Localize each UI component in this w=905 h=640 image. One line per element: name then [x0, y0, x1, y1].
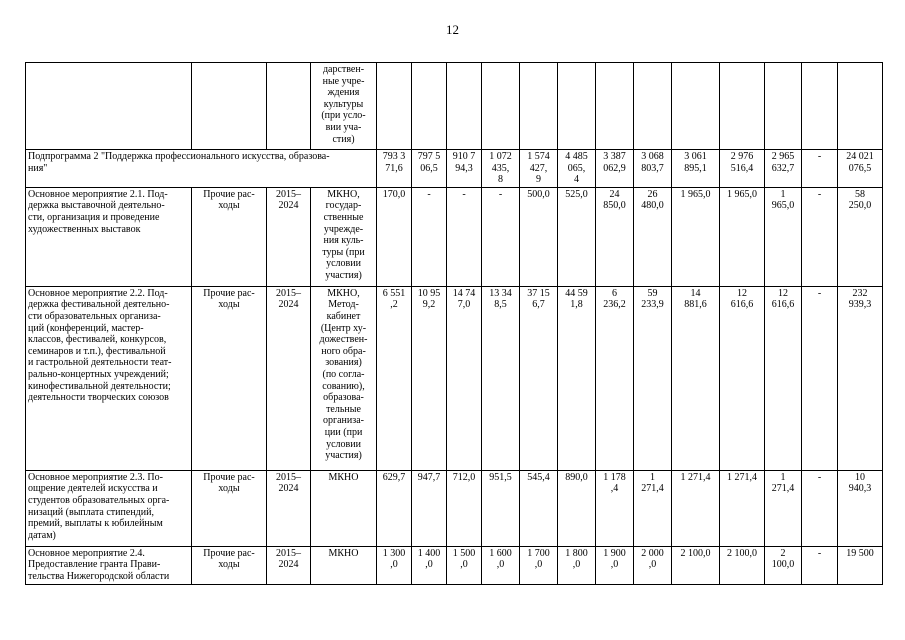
cell-line: сти, организация и проведение	[28, 211, 160, 223]
cell-line: низаций (выплата стипендий,	[28, 506, 154, 518]
cell-line: Основное мероприятие 2.4.	[28, 547, 145, 559]
cell-line: ,0	[460, 559, 468, 571]
value-cell	[520, 546, 558, 584]
value-cell	[377, 470, 412, 546]
cell-line: условии	[326, 258, 361, 270]
cell-line: 797 5	[417, 151, 441, 162]
period-cell	[267, 286, 311, 470]
value-cell	[672, 286, 720, 470]
cell-line: 8,5	[494, 299, 507, 311]
cell-line: 803,7	[641, 162, 664, 174]
executor-cell	[311, 546, 377, 584]
cell-line: 890,0	[565, 471, 588, 483]
measure-name-cell	[26, 63, 192, 150]
expense-type-cell	[192, 187, 267, 286]
value-cell	[377, 150, 412, 188]
value-cell	[596, 63, 634, 150]
cell-line: МКНО	[328, 547, 359, 559]
cell-line: держка фестивальной деятельно-	[28, 299, 170, 311]
cell-line: организа-	[323, 415, 364, 427]
cell-line: Прочие рас-	[203, 287, 255, 299]
cell-line: 076,5	[848, 162, 872, 174]
value-cell	[802, 546, 838, 584]
cell-line: 170,0	[382, 188, 406, 200]
cell-line: государ-	[325, 200, 362, 212]
value-cell	[596, 187, 634, 286]
cell-line: 1 965,0	[680, 188, 711, 200]
cell-line: 632,7	[771, 162, 795, 174]
value-cell	[520, 470, 558, 546]
cell-line: -	[427, 188, 431, 200]
cell-line: МКНО	[328, 471, 359, 483]
cell-line: 10 95	[417, 287, 441, 299]
cell-line: 100,0	[771, 559, 795, 571]
cell-line: -	[817, 287, 822, 299]
cell-line: 1 900	[603, 547, 626, 559]
cell-line: тельства Нижегородской области	[28, 570, 170, 582]
measure-name-cell	[26, 286, 192, 470]
cell-line: 250,0	[848, 200, 872, 212]
value-cell	[447, 470, 482, 546]
value-cell	[558, 286, 596, 470]
cell-line: ждения	[327, 87, 360, 99]
cell-line: ции (при	[324, 426, 363, 438]
value-cell	[672, 546, 720, 584]
cell-line: -	[817, 471, 822, 483]
value-cell	[765, 150, 802, 188]
value-cell	[447, 63, 482, 150]
value-cell	[765, 546, 802, 584]
cell-line: -	[817, 188, 822, 200]
value-cell	[558, 187, 596, 286]
value-cell	[765, 187, 802, 286]
cell-line: кабинет	[326, 310, 361, 322]
subprogram-row	[26, 150, 883, 188]
period-cell	[267, 546, 311, 584]
cell-line: 516,4	[730, 162, 754, 174]
cell-line: и гастрольной деятельности теат-	[28, 357, 172, 369]
cell-line: Подпрограмма 2 "Поддержка профессионального искусства, образова-	[28, 151, 330, 162]
period-cell	[267, 470, 311, 546]
value-cell	[412, 546, 447, 584]
cell-line: 14 74	[452, 287, 476, 299]
cell-line: 94,3	[455, 162, 473, 174]
cell-line: учрежде-	[323, 223, 364, 235]
period-cell	[267, 63, 311, 150]
value-cell	[672, 470, 720, 546]
cell-line: ,0	[648, 559, 657, 571]
value-cell	[520, 63, 558, 150]
value-cell	[720, 150, 765, 188]
value-cell	[412, 470, 447, 546]
cell-line: ния куль-	[323, 235, 364, 247]
cell-line: 1 574	[527, 151, 550, 162]
cell-line: 9	[536, 174, 541, 186]
cell-line: 2024	[278, 483, 299, 495]
cell-line: 2 000	[641, 547, 664, 559]
cell-line: 10	[855, 471, 865, 483]
cell-line: Основное мероприятие 2.3. По-	[28, 471, 163, 483]
value-cell	[802, 470, 838, 546]
cell-line: ходы	[218, 299, 240, 311]
cell-line: 2	[780, 547, 786, 559]
cell-line: 2015–	[276, 287, 301, 299]
cell-line: 1 800	[565, 547, 588, 559]
value-cell	[482, 470, 520, 546]
cell-line: сти образовательных организа-	[28, 310, 161, 322]
cell-line: -	[498, 188, 503, 200]
cell-line: ния"	[28, 162, 48, 174]
cell-line: 59	[647, 287, 658, 299]
cell-line: ходы	[218, 559, 240, 571]
cell-line: ходы	[218, 483, 240, 495]
cell-line: 6 551	[382, 287, 406, 299]
cell-line: 525,0	[565, 188, 588, 200]
cell-line: 1	[650, 471, 655, 483]
cell-line: 26	[647, 188, 658, 200]
cell-line: 13 34	[489, 287, 512, 299]
cell-line: ощрение деятелей искусства и	[28, 483, 158, 495]
cell-line: Прочие рас-	[203, 471, 255, 483]
value-cell	[838, 286, 883, 470]
cell-line: 850,0	[603, 200, 626, 212]
value-cell	[634, 150, 672, 188]
value-cell	[802, 187, 838, 286]
value-cell	[482, 546, 520, 584]
cell-line: 1 700	[527, 547, 550, 559]
cell-line: 545,4	[527, 471, 550, 483]
cell-line: вии уча-	[325, 121, 362, 133]
executor-cell	[311, 470, 377, 546]
value-cell	[720, 286, 765, 470]
executor-cell	[311, 286, 377, 470]
cell-line: 1 500	[452, 547, 476, 559]
value-cell	[596, 286, 634, 470]
cell-line: 1	[780, 471, 786, 483]
cell-line: 24	[609, 188, 620, 200]
cell-line: 2015–	[276, 471, 301, 483]
cell-line: премий, выплаты к юбилейным	[28, 518, 163, 530]
cell-line: ,0	[425, 559, 433, 571]
cell-line: зования)	[325, 357, 362, 369]
value-cell	[377, 63, 412, 150]
cell-line: 2 100,0	[680, 547, 711, 559]
cell-line: 8	[498, 174, 503, 186]
measure-name-cell	[26, 470, 192, 546]
value-cell	[672, 63, 720, 150]
cell-line: 435,	[491, 162, 510, 174]
cell-line: 2015–	[276, 547, 301, 559]
cell-line: 12	[737, 287, 747, 299]
value-cell	[838, 150, 883, 188]
value-cell	[447, 286, 482, 470]
value-cell	[720, 187, 765, 286]
cell-line: 271,4	[641, 483, 664, 495]
cell-line: ,4	[610, 483, 619, 495]
cell-line: 427,	[529, 162, 548, 174]
cell-line: 4 485	[565, 151, 588, 162]
cell-line: 44 59	[565, 287, 588, 299]
cell-line: 1	[780, 188, 786, 200]
cell-line: студентов образовательных орга-	[28, 494, 170, 506]
value-cell	[558, 63, 596, 150]
value-cell	[634, 63, 672, 150]
cell-line: -	[817, 151, 822, 162]
cell-line: деятельности творческих союзов	[28, 392, 169, 404]
cell-line: Основное мероприятие 2.1. Под-	[28, 188, 168, 200]
cell-line: 233,9	[641, 299, 664, 311]
cell-line: Прочие рас-	[203, 188, 255, 200]
cell-line: 6,7	[532, 299, 545, 311]
cell-line: 939,3	[848, 299, 872, 311]
value-cell	[634, 286, 672, 470]
cell-line: 24 021	[846, 151, 874, 162]
cell-line: сованию),	[322, 380, 365, 392]
value-cell	[596, 150, 634, 188]
cell-line: Прочие рас-	[203, 547, 255, 559]
cell-line: (по согла-	[322, 368, 365, 380]
period-cell	[267, 187, 311, 286]
cell-line: 2024	[278, 559, 299, 571]
cell-line: 480,0	[641, 200, 664, 212]
cell-line: 271,4	[771, 483, 795, 495]
cell-line: 2 100,0	[727, 547, 757, 559]
cell-line: 616,6	[730, 299, 754, 311]
value-cell	[765, 286, 802, 470]
cell-line: 37 15	[527, 287, 550, 299]
value-cell	[634, 470, 672, 546]
value-cell	[520, 187, 558, 286]
value-cell	[634, 546, 672, 584]
expense-type-cell	[192, 546, 267, 584]
cell-line: культуры	[323, 98, 364, 110]
value-cell	[765, 470, 802, 546]
cell-line: художественных выставок	[28, 223, 141, 235]
subprogram-name-cell	[26, 150, 377, 188]
cell-line: ного обра-	[321, 345, 366, 357]
cell-line: ций (конференций, мастер-	[28, 322, 144, 334]
cell-line: дожествен-	[319, 334, 368, 346]
cell-line: 232	[852, 287, 868, 299]
cell-line: 2 976	[730, 151, 754, 162]
cell-line: 3 387	[603, 151, 626, 162]
value-cell	[802, 150, 838, 188]
value-cell	[377, 286, 412, 470]
cell-line: 616,6	[771, 299, 795, 311]
value-cell	[596, 546, 634, 584]
value-cell	[412, 187, 447, 286]
value-cell	[720, 470, 765, 546]
cell-line: ,2	[390, 299, 398, 311]
expense-type-cell	[192, 286, 267, 470]
cell-line: 2024	[278, 299, 299, 311]
value-cell	[377, 187, 412, 286]
cell-line: 2 965	[771, 151, 795, 162]
value-cell	[447, 150, 482, 188]
cell-line: 4	[574, 174, 579, 186]
value-cell	[520, 286, 558, 470]
cell-line: 236,2	[603, 299, 626, 311]
cell-line: кинофестивальной деятельности;	[28, 380, 171, 392]
cell-line: 951,5	[489, 471, 512, 483]
value-cell	[482, 150, 520, 188]
cell-line: 940,3	[848, 483, 872, 495]
cell-line: ,0	[496, 559, 505, 571]
cell-line: 14	[690, 287, 701, 299]
cell-line: 2024	[278, 200, 299, 212]
cell-line: 629,7	[382, 471, 406, 483]
cell-line: участия)	[325, 450, 362, 462]
executor-cell	[311, 63, 377, 150]
cell-line: 062,9	[603, 162, 626, 174]
value-cell	[412, 286, 447, 470]
cell-line: 881,6	[684, 299, 707, 311]
cell-line: 58	[855, 188, 865, 200]
expense-type-cell	[192, 63, 267, 150]
cell-line: (при усло-	[321, 110, 366, 122]
cell-line: участия)	[325, 269, 362, 281]
value-cell	[838, 546, 883, 584]
cell-line: ,0	[610, 559, 619, 571]
page-number: 12	[446, 22, 459, 37]
cell-line: 965,0	[771, 200, 795, 212]
cell-line: МКНО,	[327, 287, 360, 299]
value-cell	[447, 546, 482, 584]
cell-line: 1 072	[489, 151, 512, 162]
cell-line: дарствен-	[322, 64, 365, 75]
value-cell	[558, 470, 596, 546]
cell-line: стия)	[332, 133, 355, 145]
cell-line: 2015–	[276, 188, 301, 200]
cell-line: 065,	[567, 162, 586, 174]
cell-line: 1,8	[570, 299, 583, 311]
cell-line: 6	[612, 287, 617, 299]
value-cell	[838, 187, 883, 286]
cell-line: туры (при	[322, 246, 365, 258]
value-cell	[720, 546, 765, 584]
cell-line: 1 400	[417, 547, 441, 559]
value-cell	[447, 187, 482, 286]
cell-line: тельные	[326, 403, 361, 415]
value-cell	[596, 470, 634, 546]
executor-cell	[311, 187, 377, 286]
value-cell	[765, 63, 802, 150]
cell-line: 793 3	[382, 151, 406, 162]
value-cell	[412, 63, 447, 150]
cell-line: 1 965,0	[727, 188, 757, 200]
cell-line: МКНО,	[327, 188, 360, 200]
cell-line: 3 061	[684, 151, 707, 162]
value-cell	[720, 63, 765, 150]
cell-line: ные учре-	[322, 75, 365, 87]
cell-line: -	[817, 547, 822, 559]
continued-row	[26, 63, 883, 150]
value-cell	[482, 286, 520, 470]
cell-line: 712,0	[452, 471, 476, 483]
cell-line: ,0	[390, 559, 398, 571]
cell-line: 1 178	[603, 471, 626, 483]
value-cell	[838, 63, 883, 150]
cell-line: 3 068	[641, 151, 664, 162]
measure-row	[26, 286, 883, 470]
cell-line: Предоставление гранта Прави-	[28, 559, 161, 571]
cell-line: образова-	[323, 392, 364, 404]
value-cell	[802, 63, 838, 150]
cell-line: 1 300	[382, 547, 406, 559]
cell-line: 12	[778, 287, 788, 299]
cell-line: датам)	[28, 529, 56, 541]
cell-line: ,0	[534, 559, 543, 571]
cell-line: условии	[326, 438, 361, 450]
value-cell	[802, 286, 838, 470]
cell-line: 06,5	[420, 162, 438, 174]
value-cell	[482, 63, 520, 150]
value-cell	[482, 187, 520, 286]
cell-line: 9,2	[422, 299, 436, 311]
budget-table	[25, 62, 883, 585]
measure-row	[26, 187, 883, 286]
cell-line: семинаров и т.п.), фестивальной	[28, 345, 166, 357]
cell-line: держка выставочной деятельно-	[28, 200, 165, 212]
cell-line: рально-концертных учреждений;	[28, 368, 169, 380]
cell-line: ходы	[218, 200, 240, 212]
cell-line: -	[462, 188, 466, 200]
value-cell	[558, 150, 596, 188]
value-cell	[412, 150, 447, 188]
cell-line: Основное мероприятие 2.2. Под-	[28, 287, 168, 299]
measure-name-cell	[26, 187, 192, 286]
cell-line: 910 7	[452, 151, 476, 162]
cell-line: 500,0	[527, 188, 550, 200]
cell-line: ,0	[572, 559, 581, 571]
measure-row	[26, 546, 883, 584]
cell-line: 895,1	[684, 162, 707, 174]
measure-name-cell	[26, 546, 192, 584]
cell-line: 1 271,4	[727, 471, 757, 483]
value-cell	[377, 546, 412, 584]
value-cell	[558, 546, 596, 584]
cell-line: 947,7	[417, 471, 441, 483]
cell-line: 1 271,4	[680, 471, 711, 483]
value-cell	[520, 150, 558, 188]
value-cell	[838, 470, 883, 546]
value-cell	[634, 187, 672, 286]
measure-row	[26, 470, 883, 546]
value-cell	[672, 187, 720, 286]
cell-line: ственные	[323, 211, 364, 223]
cell-line: Метод-	[328, 299, 359, 311]
cell-line: классов, фестивалей, конкурсов,	[28, 334, 167, 346]
value-cell	[672, 150, 720, 188]
cell-line: 71,6	[385, 162, 403, 174]
cell-line: (Центр ху-	[320, 322, 367, 334]
cell-line: 19 500	[846, 547, 874, 559]
expense-type-cell	[192, 470, 267, 546]
cell-line: 1 600	[489, 547, 512, 559]
cell-line: 7,0	[457, 299, 471, 311]
